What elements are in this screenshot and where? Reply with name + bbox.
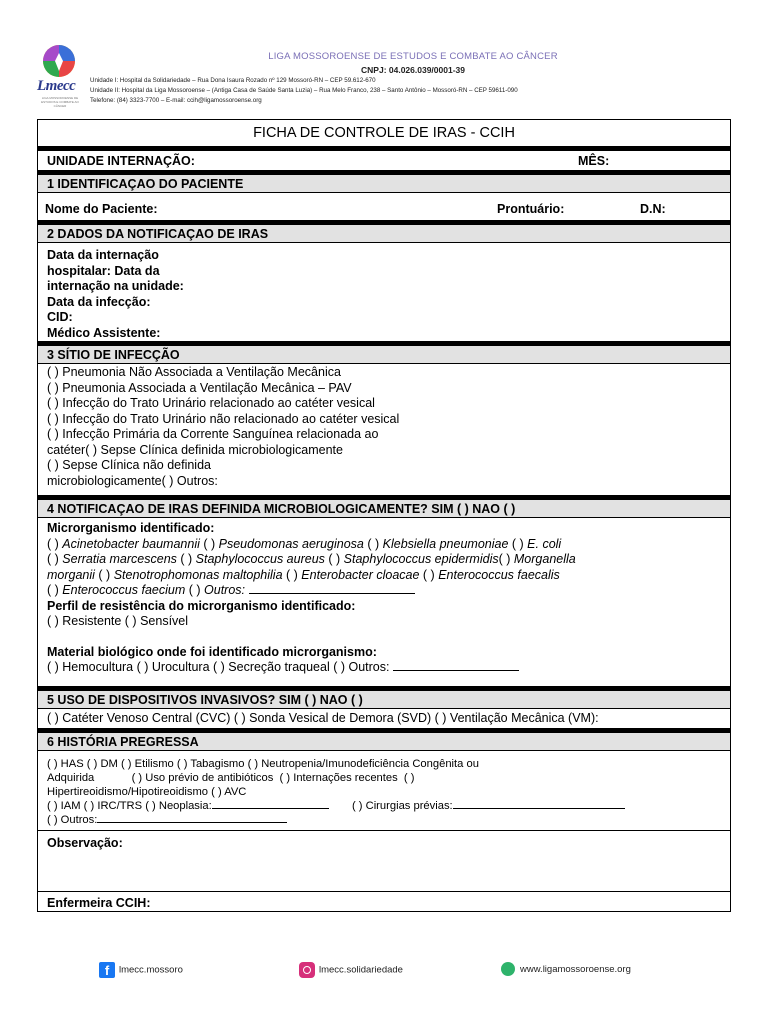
instagram-icon <box>299 962 315 978</box>
microorganism-label: Microrganismo identificado: <box>47 521 215 535</box>
microorganism-options-3[interactable]: morganii ( ) Stenotrophomonas maltophilia ( ) Enterobacter cloacae ( ) Enterococcus faecalis <box>47 567 560 582</box>
history-line[interactable]: ( ) HAS ( ) DM ( ) Etilismo ( ) Tabagismo ( ) Neutropenia/Imunodeficiência Congênita ou <box>47 758 479 770</box>
history-line[interactable]: Hipertireoidismo/Hipotireoidismo ( ) AVC <box>47 786 247 798</box>
contact-info: Telefone: (84) 3323-7700 – E-mail: ccih@ligamossoroense.org <box>90 97 262 104</box>
site-option[interactable]: ( ) Sepse Clínica não definida <box>47 458 211 472</box>
unit-admission-label: internação na unidade: <box>47 279 184 293</box>
footer <box>99 960 679 984</box>
microorganism-options-4[interactable]: ( ) Enterococcus faecium ( ) Outros: <box>47 583 721 599</box>
section-3-header: 3 SÍTIO DE INFECÇÃO <box>37 345 731 364</box>
observation-label: Observação: <box>47 836 123 850</box>
instagram-link[interactable]: lmecc.solidariedade <box>299 962 403 979</box>
history-line[interactable]: ( ) IAM ( ) IRC/TRS ( ) Neoplasia: ( ) Cirurgias prévias: <box>47 799 721 813</box>
site-option[interactable]: ( ) Infecção do Trato Urinário relacionado ao catéter vesical <box>47 396 375 410</box>
website-link[interactable]: www.ligamossoroense.org <box>501 962 631 978</box>
site-option[interactable]: ( ) Infecção do Trato Urinário não relacionado ao catéter vesical <box>47 411 400 426</box>
section-2-header: 2 DADOS DA NOTIFICAÇAO DE IRAS <box>37 224 731 243</box>
section-3-body <box>37 364 731 495</box>
history-line[interactable]: ( ) Outros: <box>47 813 721 827</box>
infection-date-label: Data da infecção: <box>47 294 151 309</box>
others-blank[interactable] <box>249 583 415 594</box>
material-others-blank[interactable] <box>393 660 519 671</box>
logo-text: Lmecc <box>37 78 76 94</box>
facebook-icon: f <box>99 962 115 978</box>
section-2-body <box>37 243 731 341</box>
cnpj: CNPJ: 04.026.039/0001-39 <box>361 65 465 75</box>
logo-subtitle: LIGA MOSSOROENSE DE ESTUDOS E COMBATE AO CÂNCER <box>41 96 79 108</box>
site-option[interactable]: microbiologicamente( ) Outros: <box>47 473 218 488</box>
surgeries-blank[interactable] <box>453 799 625 809</box>
physician-label: Médico Assistente: <box>47 325 161 340</box>
section-1-body <box>37 193 731 220</box>
facebook-link[interactable]: f lmecc.mossoro <box>99 962 183 979</box>
section-5-header: 5 USO DE DISPOSITIVOS INVASIVOS? SIM ( ) NAO ( ) <box>37 690 731 709</box>
microorganism-options-1[interactable]: ( ) Acinetobacter baumannii ( ) Pseudomonas aeruginosa ( ) Klebsiella pneumoniae ( ) E. coli <box>47 536 562 551</box>
dob-label: D.N: <box>640 202 666 216</box>
unit-label: UNIDADE INTERNAÇÃO: <box>47 154 195 168</box>
history-others-blank[interactable] <box>97 813 287 823</box>
patient-name-label: Nome do Paciente: <box>45 202 158 216</box>
address-unit-1: Unidade I: Hospital da Solidariedade – Rua Dona Isaura Rozado nº 129 Mossoró-RN – CEP 59.612-670 <box>90 77 376 84</box>
section-4-header: 4 NOTIFICAÇAO DE IRAS DEFINIDA MICROBIOLOGICAMENTE? SIM ( ) NAO ( ) <box>37 499 731 518</box>
globe-icon <box>501 962 515 976</box>
site-option[interactable]: ( ) Pneumonia Associada a Ventilação Mecânica – PAV <box>47 380 352 395</box>
month-label: MÊS: <box>578 154 610 168</box>
nurse-row[interactable] <box>37 891 731 912</box>
admission-date-label-2: hospitalar: Data da <box>47 263 160 278</box>
resistance-options[interactable]: ( ) Resistente ( ) Sensível <box>47 614 189 628</box>
org-logo <box>36 44 84 110</box>
admission-date-label: Data da internação <box>47 248 159 262</box>
section-1-header: 1 IDENTIFICAÇAO DO PACIENTE <box>37 174 731 193</box>
address-unit-2: Unidade II: Hospital da Liga Mossoroense – (Antiga Casa de Saúde Santa Luzia) – Rua Melo Franco, 238 – Santo Antônio – Mossoró-RN – CEP 59611-090 <box>90 87 518 94</box>
resistance-profile-label: Perfil de resistência do microrganismo identificado: <box>47 598 356 613</box>
site-option[interactable]: ( ) Pneumonia Não Associada a Ventilação Mecânica <box>47 365 341 379</box>
unit-row <box>37 150 731 170</box>
form-title: FICHA DE CONTROLE DE IRAS - CCIH <box>37 119 731 146</box>
section-4-body <box>37 518 731 686</box>
site-option[interactable]: ( ) Infecção Primária da Corrente Sanguínea relacionada ao <box>47 427 379 441</box>
org-name: LIGA MOSSOROENSE DE ESTUDOS E COMBATE AO CÂNCER <box>268 51 558 62</box>
section-6-header: 6 HISTÓRIA PREGRESSA <box>37 732 731 751</box>
history-line[interactable]: Adquirida ( ) Uso prévio de antibióticos ( ) Internações recentes ( ) <box>47 772 415 784</box>
cid-label: CID: <box>47 310 73 324</box>
site-option[interactable]: catéter( ) Sepse Clínica definida microbiologicamente <box>47 442 343 457</box>
material-label: Material biológico onde foi identificado microrganismo: <box>47 644 377 659</box>
section-6-body <box>37 751 731 830</box>
nurse-label: Enfermeira CCIH: <box>47 896 151 910</box>
microorganism-options-2[interactable]: ( ) Serratia marcescens ( ) Staphylococcus aureus ( ) Staphylococcus epidermidis( ) Morganella <box>47 552 576 566</box>
observation-box[interactable] <box>37 830 731 891</box>
devices-options[interactable]: ( ) Catéter Venoso Central (CVC) ( ) Sonda Vesical de Demora (SVD) ( ) Ventilação Mecânica (VM): <box>37 709 731 728</box>
logo-emblem-icon <box>36 44 82 80</box>
neoplasia-blank[interactable] <box>212 799 329 809</box>
record-label: Prontuário: <box>497 202 565 216</box>
iras-control-form <box>37 119 731 912</box>
material-options[interactable]: ( ) Hemocultura ( ) Urocultura ( ) Secreção traqueal ( ) Outros: <box>47 660 721 676</box>
letterhead <box>36 44 736 112</box>
